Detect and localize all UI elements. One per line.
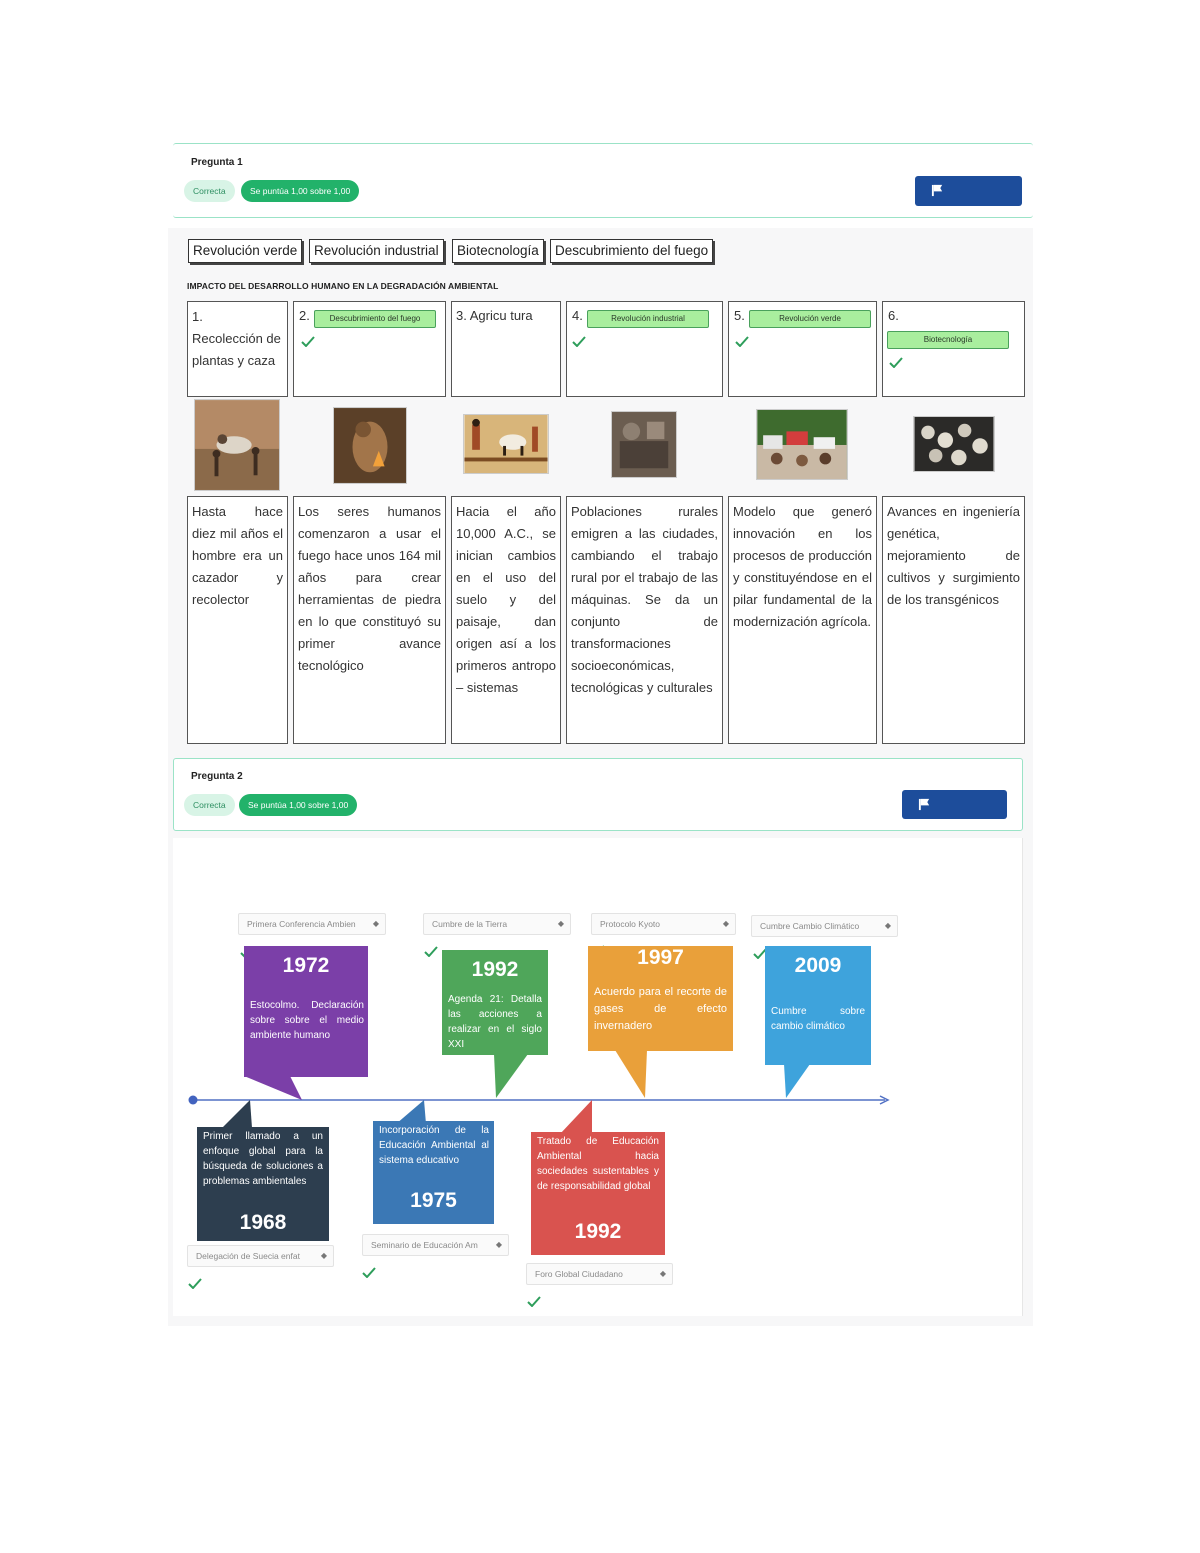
column-description: Modelo que generó innovación en los procesos de producción y constituyéndose en el pilar fundamental de la modernización agrícola. (733, 504, 872, 629)
column-number: 4. (572, 308, 583, 323)
timeline-box-1992-bottom (531, 1132, 665, 1255)
check-icon (301, 336, 315, 347)
description-cell-2 (293, 496, 446, 744)
green-revolution-protest-image (756, 409, 848, 480)
timeline-description: Estocolmo. Declaración sobre sobre el medio ambiente humano (250, 1000, 364, 1041)
column-number: 1. (192, 309, 203, 324)
timeline-select-1972[interactable]: Primera Conferencia Ambien ◆ (238, 913, 386, 935)
header-cell-5 (728, 301, 877, 397)
description-cell-3 (451, 496, 561, 744)
question-1-title: Pregunta 1 (191, 157, 243, 168)
egyptian-agriculture-fresco-image (463, 414, 549, 474)
column-number: 6. (888, 308, 899, 323)
check-icon (735, 336, 749, 347)
score-badge: Se puntúa 1,00 sobre 1,00 (239, 794, 357, 816)
description-cell-5 (728, 496, 877, 744)
description-cell-1 (187, 496, 288, 744)
flag-icon (918, 798, 931, 811)
drag-chip-biotecnologia[interactable]: Biotecnología (452, 239, 544, 263)
column-number: 2. (299, 308, 310, 323)
column-number: 5. (734, 308, 745, 323)
timeline-box-1975 (373, 1121, 494, 1224)
caret-icon: ◆ (722, 919, 729, 928)
column-description: Poblaciones rurales emigren a las ciudades, cambiando el trabajo rural por el trabajo de las máquinas. Se da un conjunto de transformaciones socioeconómicas, tecnológicas y culturales (571, 504, 718, 695)
timeline-year: 1968 (239, 1211, 287, 1234)
timeline-description: Tratado de Educación Ambiental hacia sociedades sustentables y de responsabilidad global (537, 1136, 659, 1192)
header-cell-3 (451, 301, 561, 397)
check-icon (889, 357, 903, 368)
check-icon (424, 946, 438, 957)
callout-tail-1992-bottom (560, 1100, 594, 1136)
timeline-select-1997[interactable]: Protocolo Kyoto ◆ (591, 913, 736, 935)
timeline-year: 1992 (574, 1220, 622, 1243)
check-icon (188, 1278, 202, 1289)
caret-icon: ◆ (495, 1240, 502, 1249)
timeline-description: Acuerdo para el recorte de gases de efecto invernadero (594, 986, 727, 1032)
drop-zone-answer[interactable]: Revolución verde (749, 310, 871, 328)
column-description: Hacia el año 10,000 A.C., se inician cambios en el uso del suelo y del paisaje, dan origen así a los primeros antropo – sistemas (456, 504, 556, 695)
column-description: Hasta hace diez mil años el hombre era un cazador y recolector (192, 504, 283, 607)
table-subtitle: IMPACTO DEL DESARROLLO HUMANO EN LA DEGRADACIÓN AMBIENTAL (187, 281, 499, 291)
timeline-box-1968 (197, 1127, 329, 1241)
callout-tail-1972 (244, 1076, 304, 1102)
timeline-select-1968[interactable]: Delegación de Suecia enfat ◆ (187, 1245, 334, 1267)
column-description: Avances en ingeniería genética, mejoramiento de cultivos y surgimiento de los transgénicos (887, 504, 1020, 607)
check-icon (527, 1296, 541, 1307)
column-description: Los seres humanos comenzaron a usar el fuego hace unos 164 mil años para crear herramientas de piedra en lo que constituyó su primer avance tecnológico (298, 504, 441, 673)
status-badge-correct: Correcta (184, 180, 235, 202)
status-badge-correct: Correcta (184, 794, 235, 816)
timeline-description: Agenda 21: Detalla las acciones a realizar en el siglo XXI (448, 994, 542, 1050)
drop-zone-answer[interactable]: Descubrimiento del fuego (314, 310, 436, 328)
check-icon (572, 336, 586, 347)
timeline-year: 2009 (794, 954, 842, 977)
timeline-year: 1975 (410, 1189, 457, 1212)
callout-tail-1997 (615, 1050, 655, 1100)
timeline-select-2009[interactable]: Cumbre Cambio Climático ◆ (751, 915, 898, 937)
column-label: Agricu tura (469, 308, 533, 323)
caret-icon: ◆ (320, 1251, 327, 1260)
biotech-crops-image (913, 416, 995, 472)
description-cell-6 (882, 496, 1025, 744)
timeline-box-1992-top (442, 950, 548, 1055)
caret-icon: ◆ (884, 921, 891, 930)
timeline-description: Primer llamado a un enfoque global para la búsqueda de soluciones a problemas ambientales (203, 1131, 323, 1187)
header-cell-6 (882, 301, 1025, 397)
timeline-select-1992-top[interactable]: Cumbre de la Tierra ◆ (423, 913, 571, 935)
timeline-description: Cumbre sobre cambio climático (771, 1006, 865, 1032)
callout-tail-1992-top (494, 1054, 534, 1100)
column-label: Recolección de plantas y caza (192, 331, 281, 368)
drop-zone-answer[interactable]: Revolución industrial (587, 310, 709, 328)
callout-tail-2009 (784, 1064, 814, 1100)
drag-chip-descubrimiento-fuego[interactable]: Descubrimiento del fuego (550, 239, 713, 263)
timeline-description: Incorporación de la Educación Ambiental al sistema educativo (379, 1125, 489, 1166)
early-human-fire-image (333, 407, 407, 484)
timeline-box-1972 (244, 946, 368, 1077)
timeline-year: 1992 (471, 958, 519, 981)
industrial-machinery-image (611, 411, 677, 478)
header-cell-2 (293, 301, 446, 397)
timeline-year: 1997 (637, 946, 684, 969)
caret-icon: ◆ (557, 919, 564, 928)
hunters-cave-painting-image (194, 399, 280, 491)
caret-icon: ◆ (659, 1269, 666, 1278)
timeline-box-2009 (765, 946, 871, 1065)
drop-zone-answer[interactable]: Biotecnología (887, 331, 1009, 349)
caret-icon: ◆ (372, 919, 379, 928)
column-number: 3. (456, 308, 467, 323)
timeline-year: 1972 (282, 954, 330, 977)
description-cell-4 (566, 496, 723, 744)
flag-question-button[interactable] (915, 176, 1022, 206)
question-2-title: Pregunta 2 (191, 771, 243, 782)
drag-chip-revolucion-verde[interactable]: Revolución verde (188, 239, 302, 263)
timeline-select-1975[interactable]: Seminario de Educación Am ◆ (362, 1234, 509, 1256)
timeline-box-1997 (588, 946, 733, 1051)
timeline-select-1992-bottom[interactable]: Foro Global Ciudadano ◆ (526, 1263, 673, 1285)
drag-chip-revolucion-industrial[interactable]: Revolución industrial (309, 239, 444, 263)
header-cell-1 (187, 301, 288, 397)
score-badge: Se puntúa 1,00 sobre 1,00 (241, 180, 359, 202)
header-cell-4 (566, 301, 723, 397)
callout-tail-1968 (222, 1100, 254, 1130)
flag-question-button[interactable] (902, 790, 1007, 819)
check-icon (362, 1267, 376, 1278)
flag-icon (931, 184, 944, 197)
